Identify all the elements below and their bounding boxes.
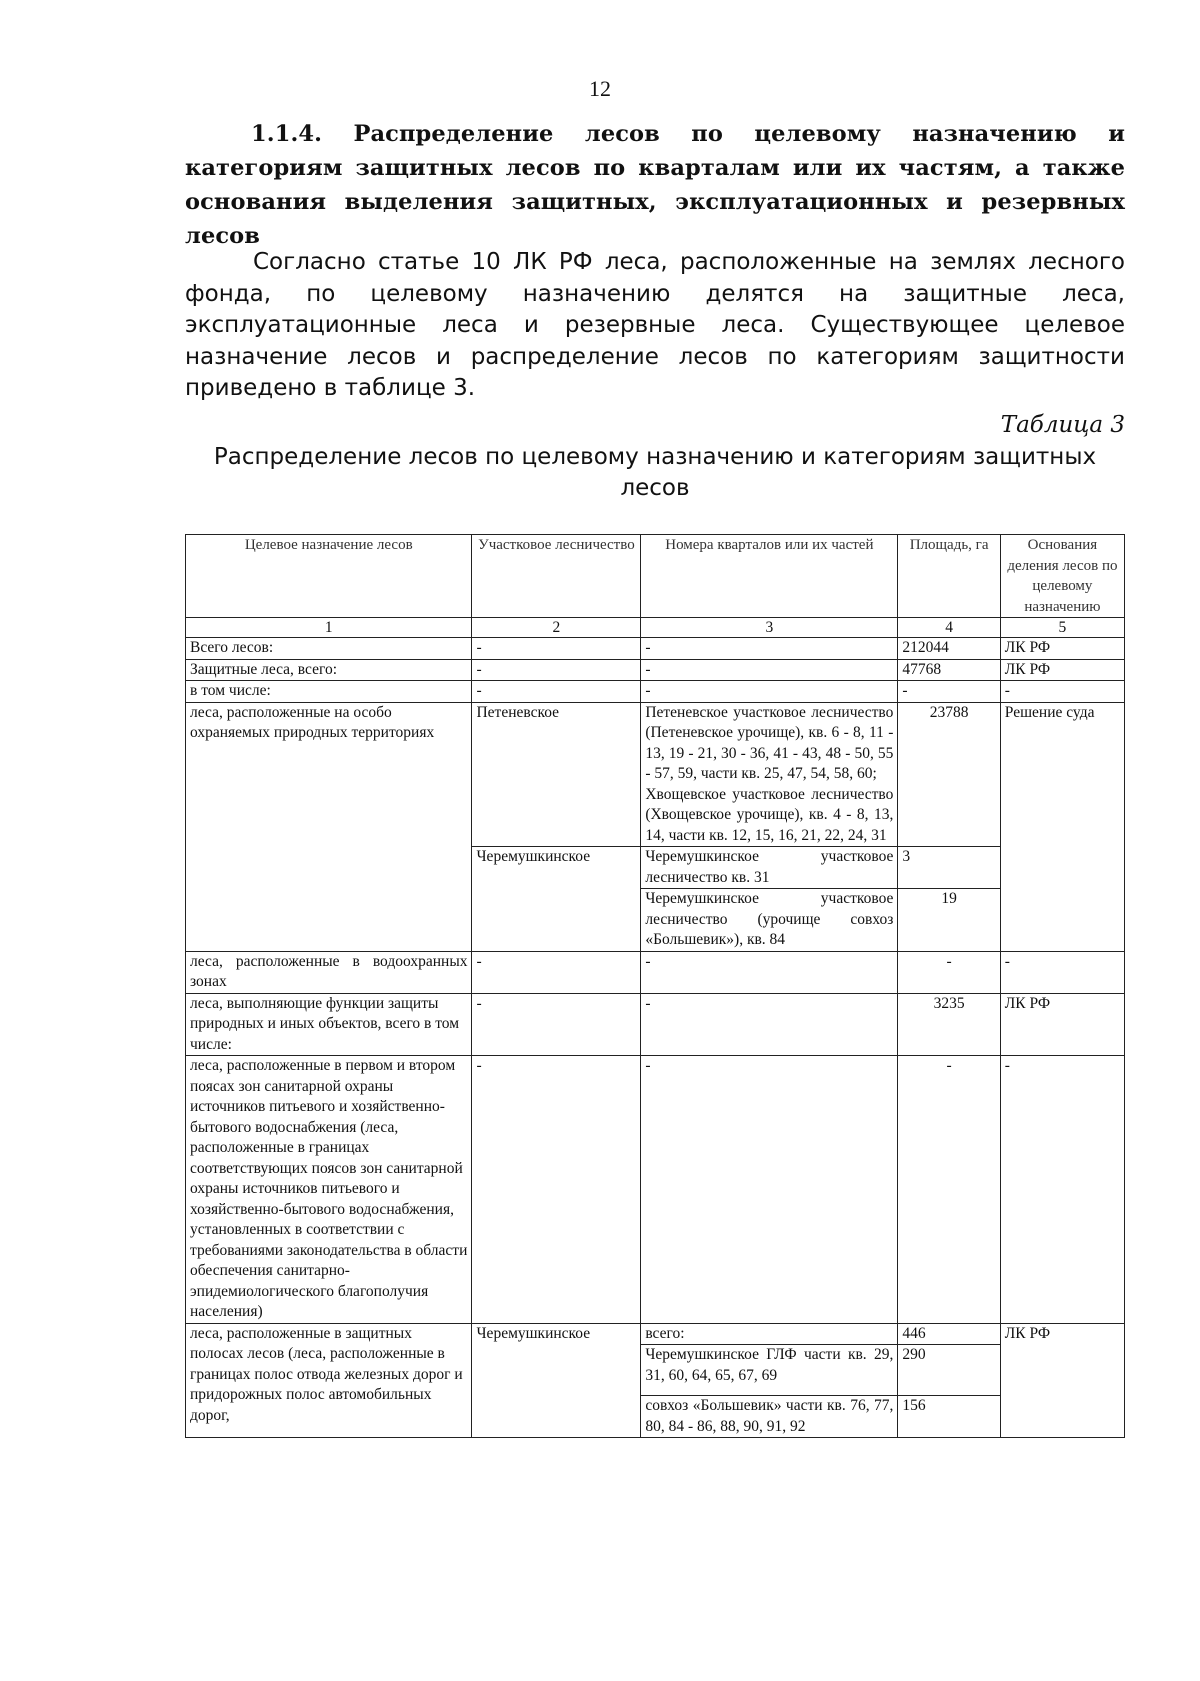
column-number-row [186, 618, 1125, 638]
cell-area: 290 [898, 1345, 1000, 1396]
table-row-water [186, 951, 1125, 993]
table-label: Таблица 3 [1000, 412, 1125, 438]
header-purpose: Целевое назначение лесов [186, 535, 472, 618]
column-number: 5 [1000, 618, 1124, 638]
table-row-functions [186, 993, 1125, 1056]
table-header-row [186, 535, 1125, 618]
cell-quarters: Черемушкинское участковое лесничество (урочище совхоз «Большевик»), кв. 84 [641, 889, 898, 952]
cell-forestry: - [472, 659, 641, 681]
cell-quarters: - [641, 681, 898, 703]
cell-quarters: - [641, 993, 898, 1056]
column-number: 2 [472, 618, 641, 638]
cell-area: - [898, 951, 1000, 993]
cell-purpose: Защитные леса, всего: [186, 659, 472, 681]
cell-purpose: леса, расположенные в защитных полосах лесов (леса, расположенные в границах полос отвода железных дорог и придорожных полос автомобильных дорог, [186, 1323, 472, 1438]
header-area: Площадь, га [898, 535, 1000, 618]
cell-area: 3 [898, 847, 1000, 889]
section-heading: 1.1.4. Распределение лесов по целевому назначению и категориям защитных лесов по кварталам или их частям, а также основания выделения защитных, эксплуатационных и резервных лесов [185, 121, 1125, 249]
cell-purpose: леса, расположенные в водоохранных зонах [186, 951, 472, 993]
table-row-belts [186, 1323, 1125, 1345]
cell-purpose: леса, выполняющие функции защиты природных и иных объектов, всего в том числе: [186, 993, 472, 1056]
cell-basis: ЛК РФ [1000, 638, 1124, 660]
cell-basis: ЛК РФ [1000, 993, 1124, 1056]
cell-quarters: Черемушкинское ГЛФ части кв. 29, 31, 60, 64, 65, 67, 69 [641, 1345, 898, 1396]
cell-purpose: в том числе: [186, 681, 472, 703]
cell-purpose: Всего лесов: [186, 638, 472, 660]
cell-quarters: всего: [641, 1323, 898, 1345]
cell-area: 47768 [898, 659, 1000, 681]
cell-forestry: - [472, 681, 641, 703]
cell-purpose: леса, расположенные в первом и втором поясах зон санитарной охраны источников питьевого и хозяйственно-бытового водоснабжения (леса, расположенные в границах соответствующих поясов зон санитарной охраны источников питьевого и хозяйственно-бытового водоснабжения, установленных в соответствии с требованиями законодательства в области обеспечения санитарно-эпидемиологического благополучия населения) [186, 1056, 472, 1324]
header-basis: Основания деления лесов по целевому назначению [1000, 535, 1124, 618]
table-row-protective [186, 659, 1125, 681]
column-number: 3 [641, 618, 898, 638]
cell-quarters: - [641, 638, 898, 660]
cell-forestry: - [472, 638, 641, 660]
cell-forestry: Петеневское [472, 702, 641, 847]
cell-purpose: леса, расположенные на особо охраняемых природных территориях [186, 702, 472, 951]
cell-area: 3235 [898, 993, 1000, 1056]
cell-area: 23788 [898, 702, 1000, 847]
cell-basis: Решение суда [1000, 702, 1124, 951]
cell-quarters: - [641, 659, 898, 681]
cell-forestry: Черемушкинское [472, 847, 641, 952]
cell-forestry: - [472, 1056, 641, 1324]
cell-basis: - [1000, 1056, 1124, 1324]
header-quarters: Номера кварталов или их частей [641, 535, 898, 618]
cell-area: - [898, 681, 1000, 703]
forest-distribution-table [185, 534, 1125, 1438]
cell-area: - [898, 1056, 1000, 1324]
cell-area: 446 [898, 1323, 1000, 1345]
table-row-oopt [186, 702, 1125, 847]
table-caption: Распределение лесов по целевому назначению и категориям защитных лесов [213, 444, 1097, 501]
cell-forestry: Черемушкинское [472, 1323, 641, 1438]
cell-area: 156 [898, 1396, 1000, 1438]
column-number: 4 [898, 618, 1000, 638]
column-number: 1 [186, 618, 472, 638]
table-row-total [186, 638, 1125, 660]
quarters-text: Хвощевское участковое лесничество (Хвощевское урочище), кв. 4 - 8, 13, 14, части кв. 12, 15, 16, 21, 22, 24, 31 [645, 785, 894, 844]
cell-forestry: - [472, 993, 641, 1056]
cell-basis: - [1000, 681, 1124, 703]
intro-paragraph: Согласно статье 10 ЛК РФ леса, расположенные на землях лесного фонда, по целевому назначению делятся на защитные леса, эксплуатационные леса и резервные леса. Существующее целевое назначение лесов и распределение лесов по категориям защитности приведено в таблице 3. [185, 249, 1125, 401]
page-number: 12 [589, 76, 611, 101]
cell-quarters: - [641, 1056, 898, 1324]
cell-forestry: - [472, 951, 641, 993]
quarters-text: Петеневское участковое лесничество (Петеневское урочище), кв. 6 - 8, 11 - 13, 19 - 21, 30 - 36, 41 - 43, 48 - 50, 55 - 57, 59, части кв. 25, 47, 54, 58, 60; [645, 703, 894, 782]
cell-quarters: совхоз «Большевик» части кв. 76, 77, 80, 84 - 86, 88, 90, 91, 92 [641, 1396, 898, 1438]
table-row-sanitary [186, 1056, 1125, 1324]
cell-area: 212044 [898, 638, 1000, 660]
cell-quarters [641, 702, 898, 847]
header-forestry: Участковое лесничество [472, 535, 641, 618]
cell-quarters: - [641, 951, 898, 993]
cell-basis: ЛК РФ [1000, 1323, 1124, 1438]
cell-basis: ЛК РФ [1000, 659, 1124, 681]
cell-area: 19 [898, 889, 1000, 952]
table-row-including [186, 681, 1125, 703]
cell-basis: - [1000, 951, 1124, 993]
cell-quarters: Черемушкинское участковое лесничество кв. 31 [641, 847, 898, 889]
